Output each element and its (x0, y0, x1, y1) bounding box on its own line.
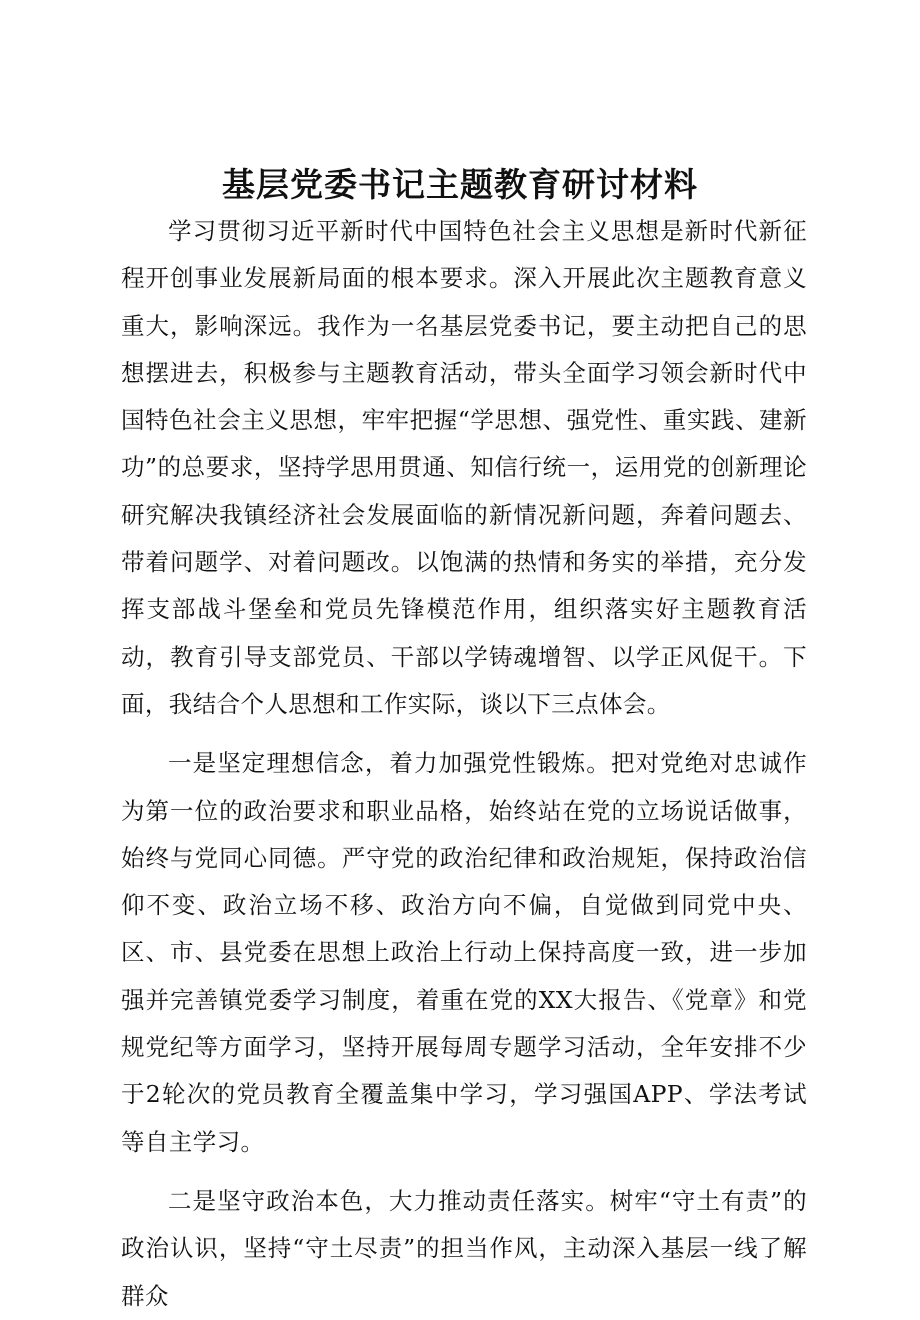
point-two-paragraph: 二是坚守政治本色，大力推动责任落实。树牢“守土有责”的政治认识，坚持“守土尽责”的担当作风，主动深入基层一线了解群众 (121, 1186, 807, 1310)
document-body (121, 208, 807, 1320)
point-one-paragraph: 一是坚定理想信念，着力加强党性锻炼。把对党绝对忠诚作为第一位的政治要求和职业品格，始终站在党的立场说话做事，始终与党同心同德。严守党的政治纪律和政治规矩，保持政治信仰不变、政治立场不移、政治方向不偏，自觉做到同党中央、区、市、县党委在思想上政治上行动上保持高度一致，进一步加强并完善镇党委学习制度，着重在党的XX大报告、《党章》和党规党纪等方面学习，坚持开展每周专题学习活动，全年安排不少于2轮次的党员教育全覆盖集中学习，学习强国APP、学法考试等自主学习。 (121, 749, 807, 1156)
document-title: 基层党委书记主题教育研讨材料 (222, 165, 698, 204)
intro-paragraph: 学习贯彻习近平新时代中国特色社会主义思想是新时代新征程开创事业发展新局面的根本要求。深入开展此次主题教育意义重大，影响深远。我作为一名基层党委书记，要主动把自己的思想摆进去，积极参与主题教育活动，带头全面学习领会新时代中国特色社会主义思想，牢牢把握“学思想、强党性、重实践、建新功”的总要求，坚持学思用贯通、知信行统一，运用党的创新理论研究解决我镇经济社会发展面临的新情况新问题，奔着问题去、带着问题学、对着问题改。以饱满的热情和务实的举措，充分发挥支部战斗堡垒和党员先锋模范作用，组织落实好主题教育活动，教育引导支部党员、干部以学铸魂增智、以学正风促干。下面，我结合个人思想和工作实际，谈以下三点体会。 (121, 217, 807, 718)
